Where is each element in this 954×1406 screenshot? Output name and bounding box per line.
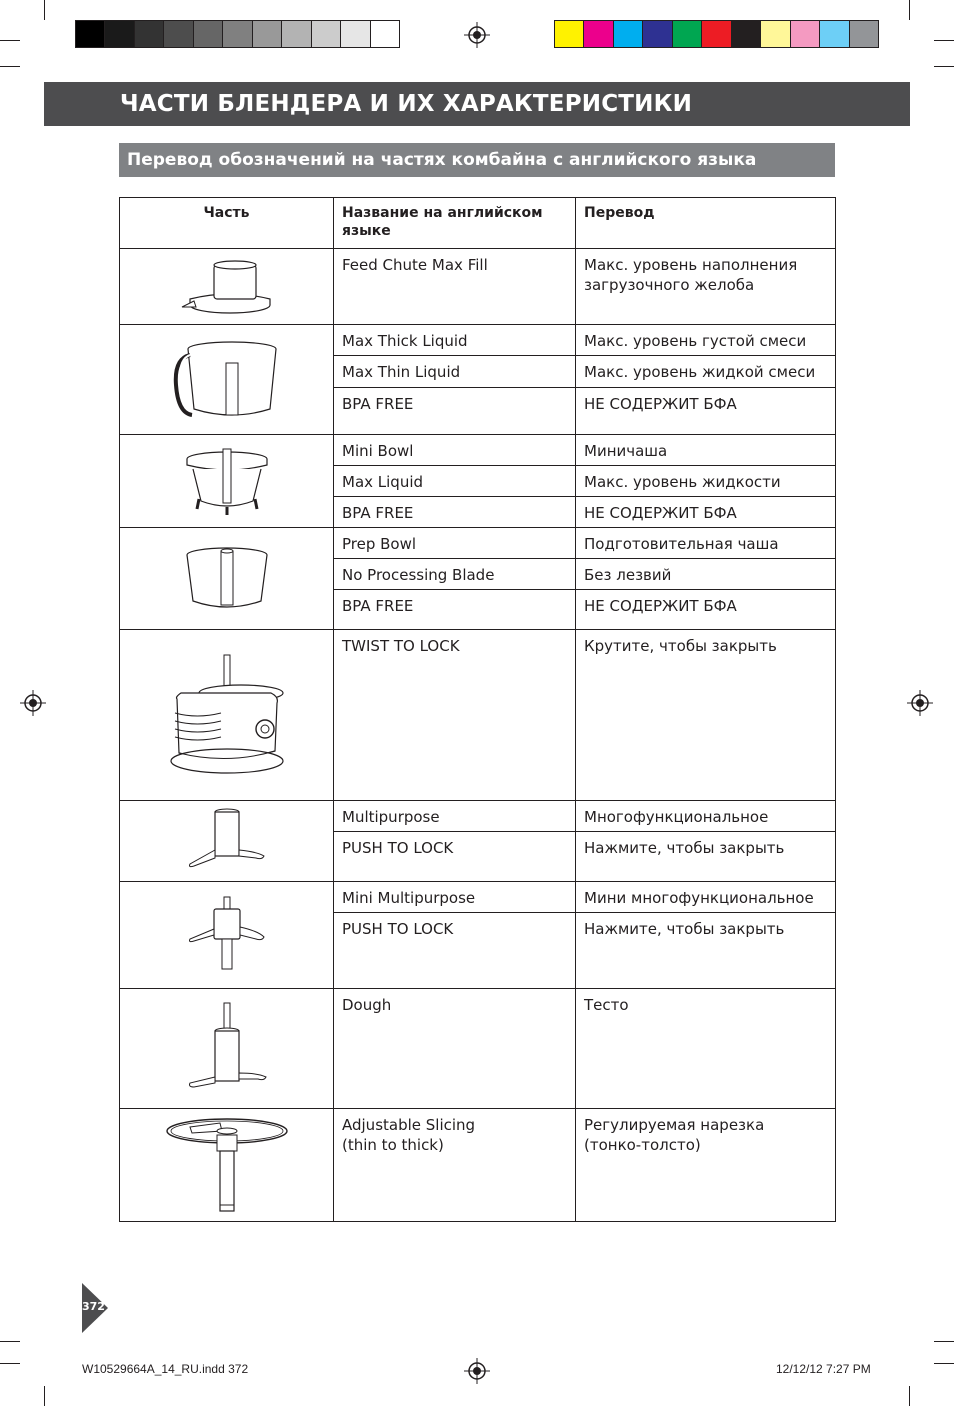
translation-cell: Без лезвий — [576, 559, 836, 590]
mini-multipurpose-blade-icon — [182, 895, 272, 975]
crop-mark — [934, 66, 954, 67]
calibration-swatch — [614, 21, 643, 47]
crop-mark — [44, 1386, 45, 1406]
file-slug: W10529664A_14_RU.indd 372 — [82, 1362, 249, 1376]
translation-cell: Макс. уровень густой смеси — [576, 325, 836, 356]
part-image-cell — [120, 882, 334, 989]
subsection-title: Перевод обозначений на частях комбайна с английского языка — [127, 150, 757, 170]
english-label-cell: Max Thick Liquid — [334, 325, 576, 356]
translation-cell: Макс. уровень жидкости — [576, 466, 836, 497]
part-image-cell — [120, 1109, 334, 1222]
calibration-swatch — [732, 21, 761, 47]
feed-chute-lid-icon — [172, 255, 282, 319]
multipurpose-blade-icon — [182, 806, 272, 876]
calibration-swatch — [135, 21, 164, 47]
calibration-swatch — [555, 21, 584, 47]
column-header-english: Название на английском языке — [334, 198, 576, 249]
part-image-cell — [120, 630, 334, 801]
part-image-cell — [120, 249, 334, 325]
crop-mark — [909, 0, 910, 20]
calibration-swatch — [282, 21, 311, 47]
part-image-cell — [120, 989, 334, 1109]
translation-cell: Макс. уровень жидкой смеси — [576, 356, 836, 388]
translation-cell: Мини многофункциональное — [576, 882, 836, 913]
adjustable-slicing-disc-icon — [162, 1113, 292, 1217]
registration-mark-icon — [907, 690, 933, 716]
crop-mark — [0, 40, 20, 41]
translation-cell: Макс. уровень наполнения загрузочного желоба — [576, 249, 836, 325]
part-image-cell — [120, 528, 334, 630]
work-bowl-icon — [172, 335, 282, 425]
calibration-swatch — [850, 21, 878, 47]
prep-bowl-icon — [177, 541, 277, 617]
translation-cell: Нажмите, чтобы закрыть — [576, 832, 836, 882]
table-header-row — [120, 198, 836, 249]
table-row — [120, 528, 836, 559]
registration-mark-icon — [464, 22, 490, 48]
english-label-cell: Feed Chute Max Fill — [334, 249, 576, 325]
calibration-swatch — [312, 21, 341, 47]
translation-cell: Крутите, чтобы закрыть — [576, 630, 836, 801]
page-number: 372 — [82, 1300, 105, 1313]
table-row — [120, 989, 836, 1109]
section-header — [44, 82, 910, 126]
column-header-translation: Перевод — [576, 198, 836, 249]
english-label-cell: TWIST TO LOCK — [334, 630, 576, 801]
translation-cell: Регулируемая нарезка (тонко-толсто) — [576, 1109, 836, 1222]
crop-mark — [909, 1386, 910, 1406]
motor-base-icon — [167, 653, 287, 777]
crop-mark — [44, 0, 45, 20]
calibration-swatch — [584, 21, 613, 47]
english-label-cell: BPA FREE — [334, 590, 576, 630]
calibration-swatch — [673, 21, 702, 47]
table-row — [120, 325, 836, 356]
calibration-swatch — [253, 21, 282, 47]
calibration-swatch — [164, 21, 193, 47]
section-subheader — [119, 143, 835, 177]
calibration-swatch — [105, 21, 134, 47]
table-row — [120, 801, 836, 832]
part-image-cell — [120, 435, 334, 528]
grayscale-calibration-bar — [75, 20, 400, 48]
english-label-cell: Max Liquid — [334, 466, 576, 497]
table-row — [120, 435, 836, 466]
table-row — [120, 882, 836, 913]
english-label-cell: Multipurpose — [334, 801, 576, 832]
crop-mark — [0, 1363, 20, 1364]
english-label-cell: Dough — [334, 989, 576, 1109]
color-calibration-bar — [554, 20, 879, 48]
registration-mark-icon — [464, 1358, 490, 1384]
english-label-cell: BPA FREE — [334, 497, 576, 528]
crop-mark — [934, 1341, 954, 1342]
column-header-part: Часть — [120, 198, 334, 249]
translation-cell: Многофункциональное — [576, 801, 836, 832]
english-label-cell: PUSH TO LOCK — [334, 913, 576, 989]
translation-cell: НЕ СОДЕРЖИТ БФА — [576, 590, 836, 630]
english-label-cell: Max Thin Liquid — [334, 356, 576, 388]
part-image-cell — [120, 325, 334, 435]
calibration-swatch — [371, 21, 399, 47]
parts-translation-table — [119, 197, 836, 1222]
table-row — [120, 249, 836, 325]
registration-mark-icon — [20, 690, 46, 716]
translation-cell: Подготовительная чаша — [576, 528, 836, 559]
calibration-swatch — [702, 21, 731, 47]
english-label-cell: PUSH TO LOCK — [334, 832, 576, 882]
english-label-cell: Mini Multipurpose — [334, 882, 576, 913]
translation-cell: Миничаша — [576, 435, 836, 466]
section-title: ЧАСТИ БЛЕНДЕРА И ИХ ХАРАКТЕРИСТИКИ — [120, 91, 693, 117]
crop-mark — [934, 40, 954, 41]
calibration-swatch — [341, 21, 370, 47]
translation-cell: Нажмите, чтобы закрыть — [576, 913, 836, 989]
mini-bowl-icon — [177, 443, 277, 519]
translation-cell: НЕ СОДЕРЖИТ БФА — [576, 388, 836, 435]
english-label-cell: Mini Bowl — [334, 435, 576, 466]
crop-mark — [0, 1341, 20, 1342]
calibration-swatch — [643, 21, 672, 47]
table-row — [120, 1109, 836, 1222]
translation-cell: Тесто — [576, 989, 836, 1109]
calibration-swatch — [820, 21, 849, 47]
english-label-cell: No Processing Blade — [334, 559, 576, 590]
table-row — [120, 630, 836, 801]
calibration-swatch — [761, 21, 790, 47]
date-slug: 12/12/12 7:27 PM — [776, 1362, 871, 1376]
calibration-swatch — [194, 21, 223, 47]
english-label-cell: Prep Bowl — [334, 528, 576, 559]
translation-cell: НЕ СОДЕРЖИТ БФА — [576, 497, 836, 528]
english-label-cell: Adjustable Slicing (thin to thick) — [334, 1109, 576, 1222]
crop-mark — [0, 66, 20, 67]
calibration-swatch — [791, 21, 820, 47]
part-image-cell — [120, 801, 334, 882]
dough-blade-icon — [182, 1001, 272, 1097]
calibration-swatch — [223, 21, 252, 47]
calibration-swatch — [76, 21, 105, 47]
crop-mark — [934, 1363, 954, 1364]
english-label-cell: BPA FREE — [334, 388, 576, 435]
